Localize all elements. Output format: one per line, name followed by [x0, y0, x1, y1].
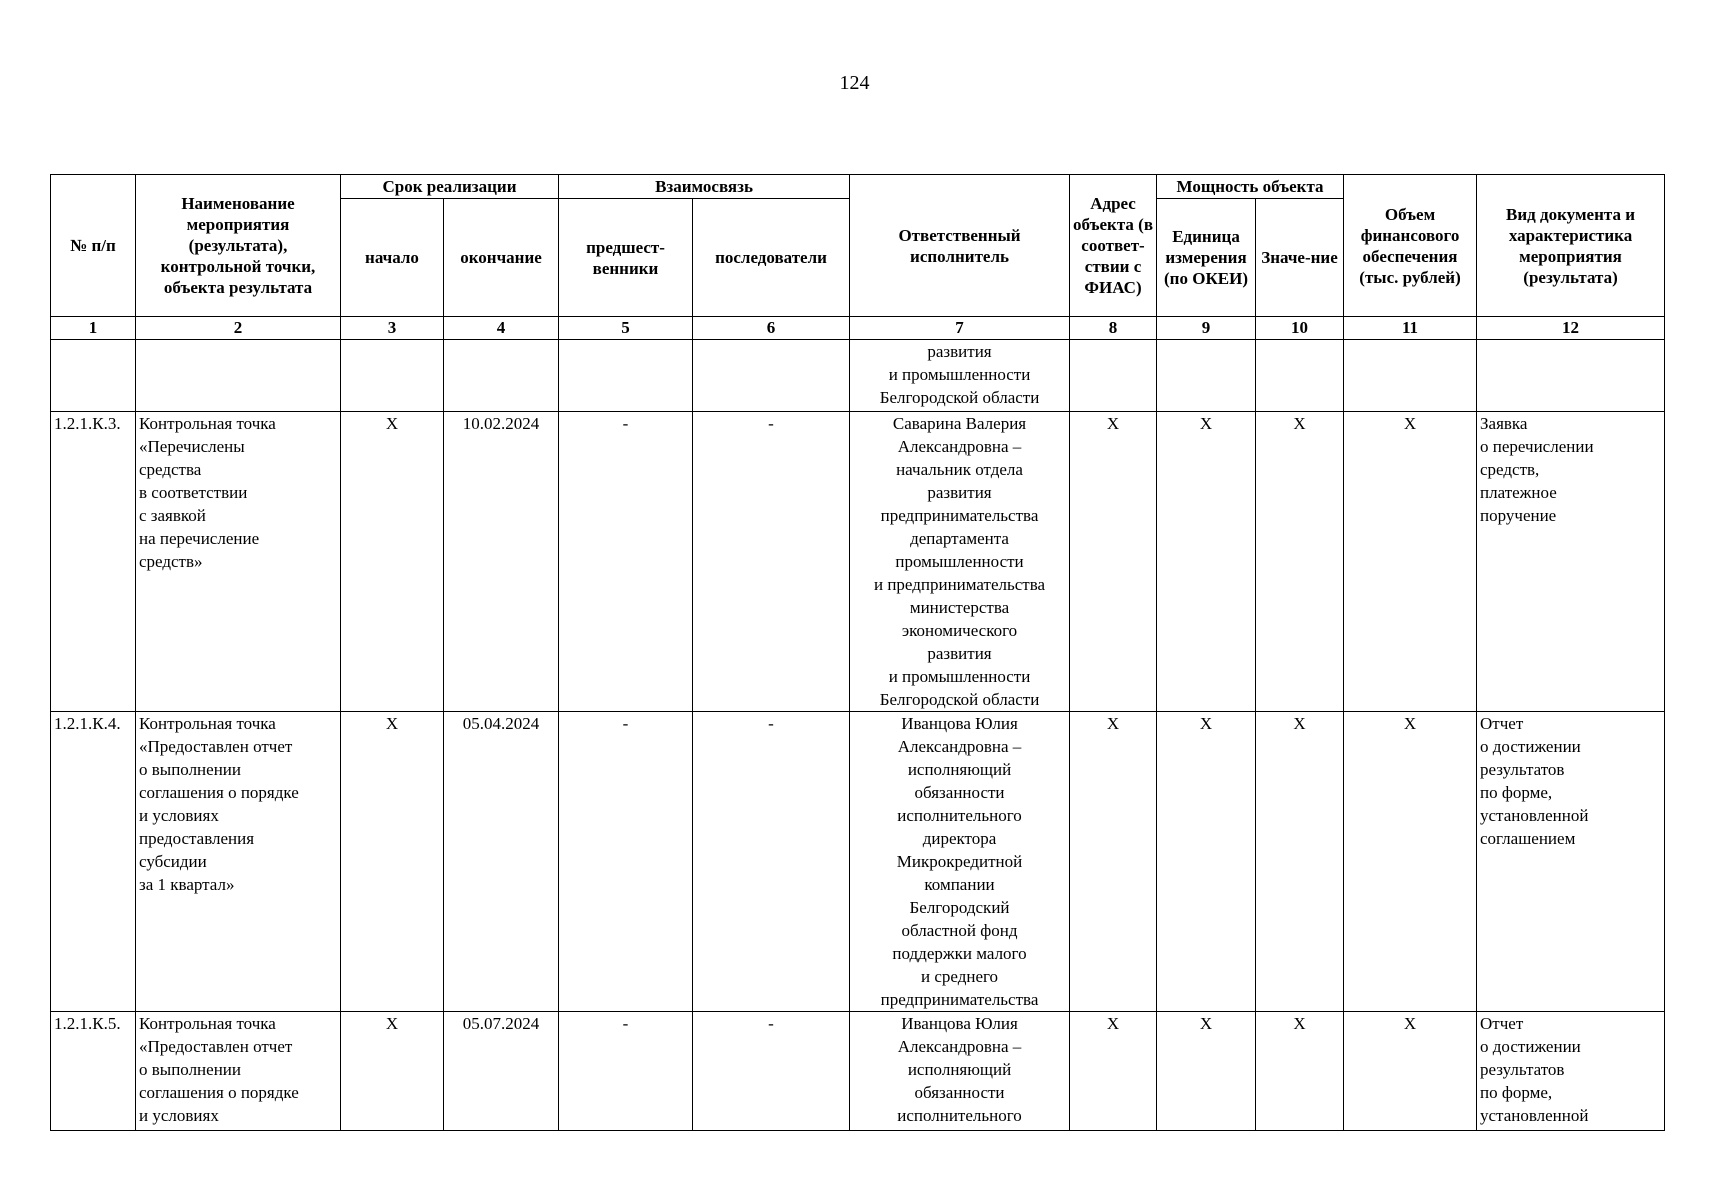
header-finance: Объем финансового обеспечения (тыс. рублей) [1344, 175, 1477, 317]
cell-responsible-line: директора [922, 829, 997, 848]
cell-name-line: субсидии [139, 852, 207, 871]
column-number: 12 [1477, 317, 1665, 340]
cell-unit: X [1157, 1012, 1256, 1131]
cell-name-line: и условиях [139, 1106, 219, 1125]
column-number: 6 [693, 317, 850, 340]
cell-responsible-line: развития [927, 483, 992, 502]
cell-responsible-line: обязанности [914, 1083, 1005, 1102]
cell-responsible-line: и предпринимательства [873, 575, 1046, 594]
cell-name-line: средств» [139, 552, 203, 571]
cell-document-line: о достижении [1480, 1037, 1581, 1056]
header-num: № п/п [51, 175, 136, 317]
cell-name-line: о выполнении [139, 760, 241, 779]
cell-responsible-line: промышленности [895, 552, 1024, 571]
cell-name-line: «Перечислены [139, 437, 245, 456]
cell-document-line: установленной [1480, 806, 1589, 825]
cell-responsible-line: областной фонд [901, 921, 1018, 940]
cell-document-line: по форме, [1480, 783, 1553, 802]
cell-responsible-line: обязанности [914, 783, 1005, 802]
cell-successors [693, 340, 850, 412]
cell-predecessors: - [559, 412, 693, 712]
cell-name-line: соглашения о порядке [139, 783, 299, 802]
cell-start [341, 340, 444, 412]
cell-document-line: Отчет [1480, 1014, 1524, 1033]
header-group-term: Срок реализации [341, 175, 559, 199]
cell-responsible-line: Александровна – [897, 737, 1022, 756]
cell-responsible-line: развития [927, 342, 992, 361]
cell-document-line: средств, [1480, 460, 1540, 479]
cell-responsible-line: Александровна – [897, 1037, 1022, 1056]
column-number: 8 [1070, 317, 1157, 340]
table-body [51, 340, 1665, 1131]
cell-responsible-line: исполняющий [907, 1060, 1012, 1079]
cell-num [51, 340, 136, 412]
cell-address: X [1070, 712, 1157, 1012]
header-responsible: Ответственный исполнитель [850, 175, 1070, 317]
cell-document-line: поручение [1480, 506, 1557, 525]
cell-responsible-line: Саварина Валерия [892, 414, 1027, 433]
table-row [51, 412, 1665, 712]
header-document: Вид документа и характеристика мероприятия (результата) [1477, 175, 1665, 317]
cell-value [1256, 340, 1344, 412]
cell-name [136, 712, 341, 1012]
column-number: 1 [51, 317, 136, 340]
cell-responsible [850, 712, 1070, 1012]
cell-value: X [1256, 1012, 1344, 1131]
cell-end: 10.02.2024 [444, 412, 559, 712]
cell-name [136, 1012, 341, 1131]
cell-responsible-line: Микрокредитной [896, 852, 1023, 871]
cell-responsible-line: и промышленности [888, 365, 1031, 384]
cell-name-line: «Предоставлен отчет [139, 1037, 293, 1056]
cell-responsible-line: развития [927, 644, 992, 663]
cell-unit [1157, 340, 1256, 412]
cell-name-line: предоставления [139, 829, 255, 848]
cell-responsible-line: Белгородской области [879, 388, 1040, 407]
cell-responsible-line: Иванцова Юлия [901, 1014, 1018, 1033]
cell-document [1477, 1012, 1665, 1131]
cell-document-line: о достижении [1480, 737, 1581, 756]
cell-num: 1.2.1.К.5. [51, 1012, 136, 1131]
cell-document-line: соглашением [1480, 829, 1576, 848]
table-row [51, 1012, 1665, 1131]
cell-responsible-line: экономического [901, 621, 1018, 640]
cell-end: 05.07.2024 [444, 1012, 559, 1131]
cell-document-line: результатов [1480, 760, 1565, 779]
cell-name-line: в соответствии [139, 483, 248, 502]
cell-name-line: Контрольная точка [139, 414, 276, 433]
cell-address [1070, 340, 1157, 412]
cell-responsible-line: и среднего [920, 967, 999, 986]
cell-document-line: результатов [1480, 1060, 1565, 1079]
cell-name-line: средства [139, 460, 202, 479]
cell-responsible [850, 340, 1070, 412]
cell-successors: - [693, 412, 850, 712]
cell-name-line: «Предоставлен отчет [139, 737, 293, 756]
column-number: 5 [559, 317, 693, 340]
activity-plan-table [50, 174, 1665, 1131]
cell-name-line: и условиях [139, 806, 219, 825]
table-row [51, 340, 1665, 412]
cell-responsible-line: предпринимательства [880, 506, 1039, 525]
cell-responsible [850, 412, 1070, 712]
cell-value: X [1256, 412, 1344, 712]
header-start: начало [341, 199, 444, 317]
cell-start: X [341, 712, 444, 1012]
cell-name-line: на перечисление [139, 529, 260, 548]
cell-document-line: Заявка [1480, 414, 1528, 433]
cell-num: 1.2.1.К.4. [51, 712, 136, 1012]
header-value: Значе-ние [1256, 199, 1344, 317]
cell-successors: - [693, 1012, 850, 1131]
header-name: Наименование мероприятия (результата), контрольной точки, объекта результата [136, 175, 341, 317]
cell-finance: X [1344, 712, 1477, 1012]
cell-document [1477, 340, 1665, 412]
cell-responsible-line: исполнительного [897, 1106, 1022, 1125]
column-number: 11 [1344, 317, 1477, 340]
header-end: окончание [444, 199, 559, 317]
header-address: Адрес объекта (в соответ-ствии с ФИАС) [1070, 175, 1157, 317]
cell-responsible-line: исполнительного [897, 806, 1022, 825]
header-group-power: Мощность объекта [1157, 175, 1344, 199]
cell-finance: X [1344, 412, 1477, 712]
cell-responsible-line: Иванцова Юлия [901, 714, 1018, 733]
cell-end [444, 340, 559, 412]
cell-responsible [850, 1012, 1070, 1131]
cell-document-line: платежное [1480, 483, 1557, 502]
column-number: 4 [444, 317, 559, 340]
cell-responsible-line: и промышленности [888, 667, 1031, 686]
cell-responsible-line: компании [924, 875, 995, 894]
cell-address: X [1070, 412, 1157, 712]
column-number: 7 [850, 317, 1070, 340]
cell-responsible-line: исполняющий [907, 760, 1012, 779]
header-unit: Единица измерения (по ОКЕИ) [1157, 199, 1256, 317]
cell-responsible-line: поддержки малого [892, 944, 1027, 963]
cell-name-line: о выполнении [139, 1060, 241, 1079]
cell-document-line: Отчет [1480, 714, 1524, 733]
column-number-row [51, 317, 1665, 340]
cell-document-line: установленной [1480, 1106, 1589, 1125]
cell-predecessors: - [559, 1012, 693, 1131]
cell-name-line: за 1 квартал» [139, 875, 235, 894]
cell-name-line: Контрольная точка [139, 714, 276, 733]
cell-document-line: по форме, [1480, 1083, 1553, 1102]
cell-num: 1.2.1.К.3. [51, 412, 136, 712]
page-number: 124 [839, 72, 870, 94]
header-row-groups [51, 175, 1665, 199]
column-number: 9 [1157, 317, 1256, 340]
cell-name-line: соглашения о порядке [139, 1083, 299, 1102]
cell-responsible-line: Белгородский [909, 898, 1010, 917]
cell-predecessors [559, 340, 693, 412]
cell-unit: X [1157, 712, 1256, 1012]
cell-responsible-line: Александровна – [897, 437, 1022, 456]
cell-name [136, 412, 341, 712]
header-group-link: Взаимосвязь [559, 175, 850, 199]
header-successors: последователи [693, 199, 850, 317]
cell-document [1477, 412, 1665, 712]
cell-end: 05.04.2024 [444, 712, 559, 1012]
table-row [51, 712, 1665, 1012]
cell-predecessors: - [559, 712, 693, 1012]
cell-responsible-line: Белгородской области [879, 690, 1040, 709]
cell-finance: X [1344, 1012, 1477, 1131]
cell-name [136, 340, 341, 412]
cell-finance [1344, 340, 1477, 412]
cell-responsible-line: начальник отдела [896, 460, 1023, 479]
cell-responsible-line: министерства [909, 598, 1010, 617]
cell-name-line: с заявкой [139, 506, 206, 525]
header-predecessors: предшест-венники [559, 199, 693, 317]
cell-responsible-line: предпринимательства [880, 990, 1039, 1009]
column-number: 2 [136, 317, 341, 340]
cell-unit: X [1157, 412, 1256, 712]
column-number: 3 [341, 317, 444, 340]
cell-value: X [1256, 712, 1344, 1012]
cell-document [1477, 712, 1665, 1012]
column-number: 10 [1256, 317, 1344, 340]
cell-start: X [341, 1012, 444, 1131]
cell-name-line: Контрольная точка [139, 1014, 276, 1033]
cell-start: X [341, 412, 444, 712]
cell-document-line: о перечислении [1480, 437, 1594, 456]
cell-successors: - [693, 712, 850, 1012]
cell-responsible-line: департамента [910, 529, 1009, 548]
cell-address: X [1070, 1012, 1157, 1131]
